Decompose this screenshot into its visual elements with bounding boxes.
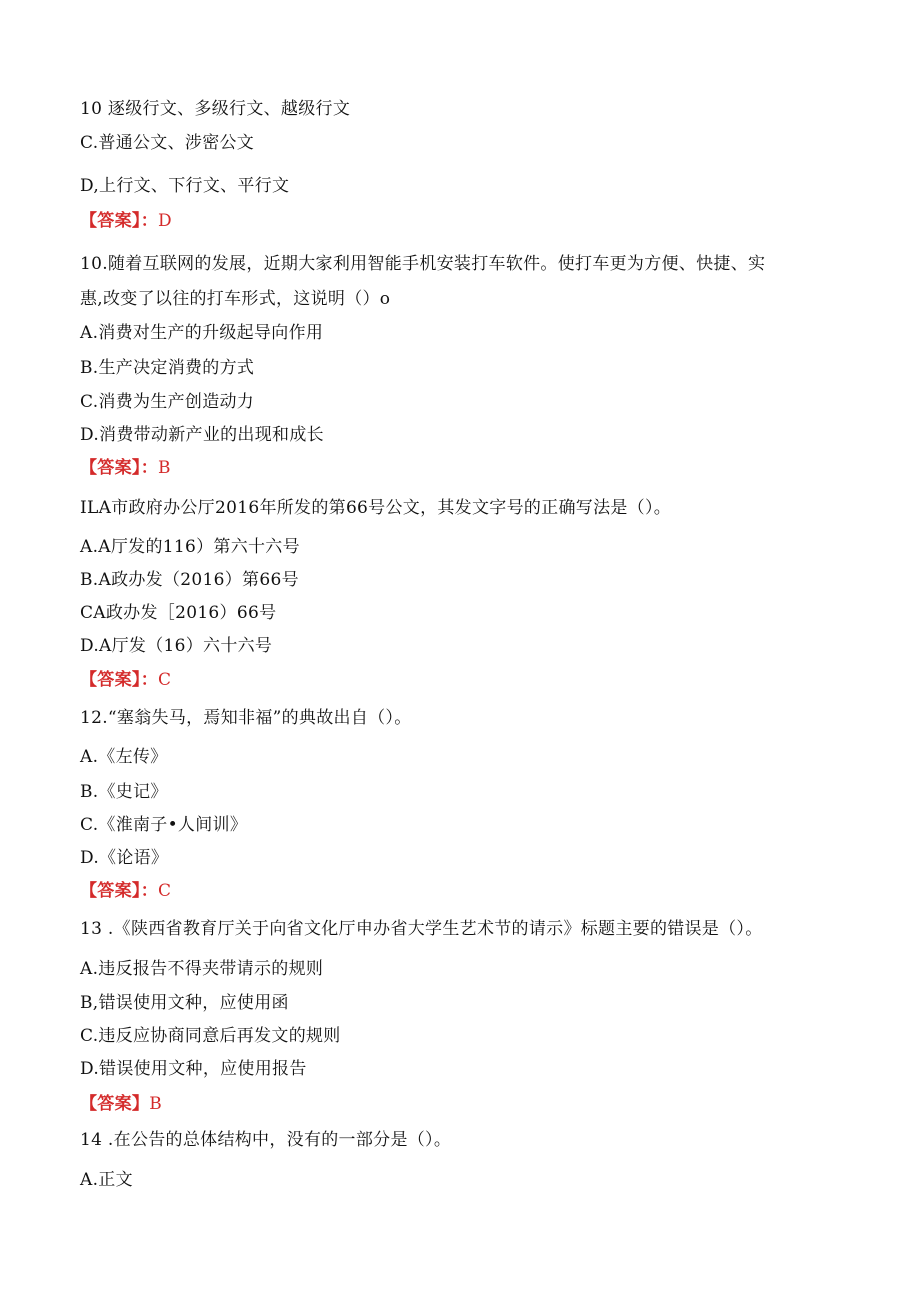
option-line: A.消费对生产的升级起导向作用 [80,323,324,343]
answer-line [80,457,171,479]
answer-label: 【答案】： [80,881,158,901]
question-stem: 10.随着互联网的发展，近期大家利用智能手机安装打车软件。使打车更为方便、快捷、实 [80,254,766,274]
answer-label: 【答案】 [80,1094,150,1114]
option-line: B.《史记》 [80,782,168,802]
option-line: B.A政办发（2016）第66号 [80,570,299,590]
option-line: A.违反报告不得夹带请示的规则 [80,959,324,979]
option-line: C.违反应协商同意后再发文的规则 [80,1026,341,1046]
answer-line [80,1093,162,1115]
question-stem: 14 .在公告的总体结构中，没有的一部分是（）。 [80,1130,452,1150]
option-line: A.A厅发的116）第六十六号 [80,537,300,557]
option-line: C.《淮南子•人间训》 [80,815,248,835]
question-stem: 12.“塞翁失马，焉知非福”的典故出自（）。 [80,708,412,728]
question-stem: 13 .《陕西省教育厅关于向省文化厅申办省大学生艺术节的请示》标题主要的错误是（）。 [80,919,763,939]
option-line: CA政办发［2016）66号 [80,603,277,623]
option-line: D,上行文、下行文、平行文 [80,176,290,196]
answer-value: C [158,881,172,901]
option-line: D.错误使用文种，应使用报告 [80,1059,307,1079]
answer-line [80,210,172,232]
answer-value: B [149,1094,162,1114]
option-line: D.《论语》 [80,848,169,868]
option-line: C.普通公文、涉密公文 [80,133,255,153]
option-line: 10 逐级行文、多级行文、越级行文 [80,99,351,119]
answer-value: D [158,211,172,231]
option-line: B.生产决定消费的方式 [80,358,255,378]
answer-label: 【答案】： [80,458,158,478]
option-line: A.正文 [80,1170,133,1190]
option-line: D.A厅发（16）六十六号 [80,636,273,656]
answer-value: C [158,670,172,690]
answer-line [80,669,171,691]
answer-label: 【答案】： [80,211,158,231]
answer-label: 【答案】： [80,670,158,690]
option-line: A.《左传》 [80,747,168,767]
question-stem: 惠,改变了以往的打车形式，这说明（）o [80,289,391,309]
question-stem: ILA市政府办公厅2016年所发的第66号公文，其发文字号的正确写法是（）。 [80,498,672,518]
option-line: C.消费为生产创造动力 [80,392,255,412]
answer-value: B [158,458,171,478]
answer-line [80,880,171,902]
option-line: B,错误使用文种，应使用函 [80,993,289,1013]
option-line: D.消费带动新产业的出现和成长 [80,425,324,445]
